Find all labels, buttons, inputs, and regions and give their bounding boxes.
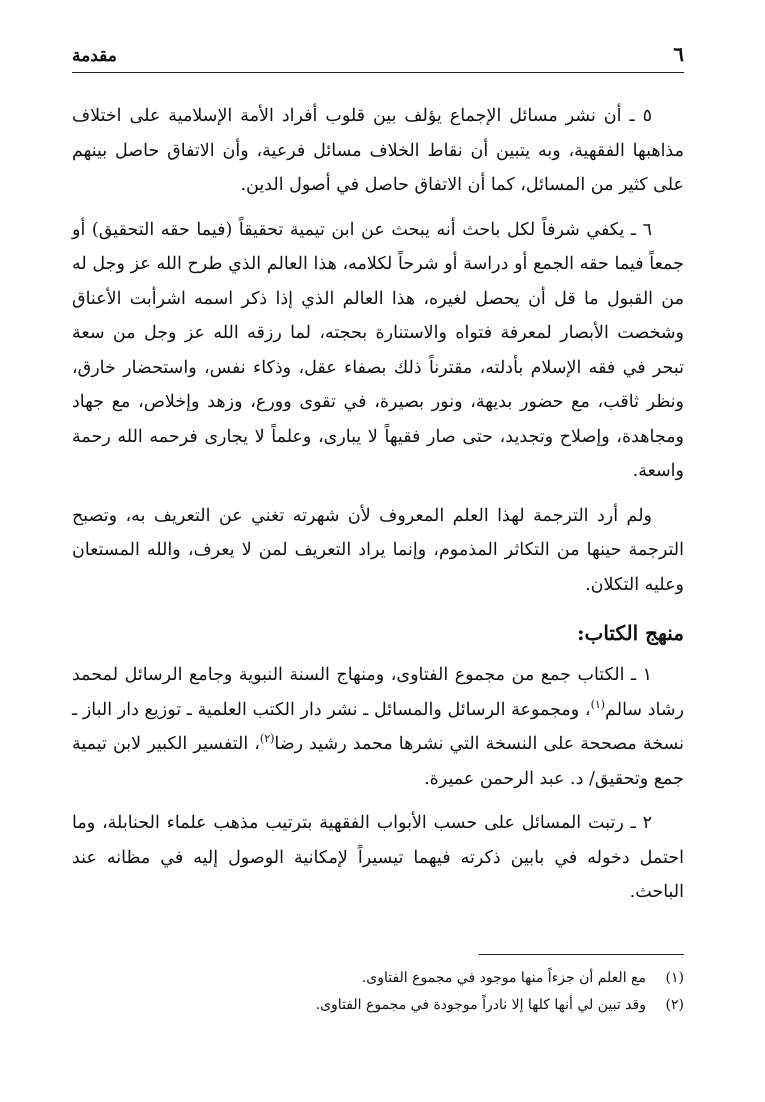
method-item-1-part-a: ١ ـ الكتاب جمع من مجموع الفتاوى، ومنهاج السنة النبوية وجامع الرسائل لمحمد رشاد سالم xyxy=(72,665,684,720)
footnote-divider xyxy=(479,954,684,955)
footnote-number: (٢) xyxy=(665,997,684,1013)
method-item-1-part-b: ، ومجموعة الرسائل والمسائل ـ نشر دار الكتب العلمية ـ توزيع دار الباز ـ نسخة مصححة على النسخة التي نشرها محمد رشيد رضا xyxy=(72,699,684,754)
method-item-1-part-c: ، التفسير الكبير لابن تيمية جمع وتحقيق/ د. عبد الرحمن عميرة. xyxy=(72,734,684,789)
footnotes xyxy=(72,954,684,1019)
footnote-text: مع العلم أن جزءاً منها موجود في مجموع الفتاوى. xyxy=(361,970,646,986)
footnote-ref-2[interactable]: (٢) xyxy=(259,732,275,746)
method-item-1 xyxy=(72,658,684,796)
page-header xyxy=(72,36,684,73)
method-item-2: ٢ ـ رتبت المسائل على حسب الأبواب الفقهية بترتيب مذهب علماء الحنابلة، وما احتمل دخوله في بابين ذكرته فيهما تيسيراً لإمكانية الوصول إليه في مظانه عند الباحث. xyxy=(72,813,684,902)
footnote-2 xyxy=(72,992,684,1019)
paragraph-point-5: ٥ ـ أن نشر مسائل الإجماع يؤلف بين قلوب أفراد الأمة الإسلامية على اختلاف مذاهبها الفقهية، وبه يتبين أن نقاط الخلاف مسائل فرعية، وأن الاتفاق حاصل بينهم على كثير من المسائل، كما أن الاتفاق حاصل في أصول الدين. xyxy=(72,106,684,195)
footnote-ref-1[interactable]: (١) xyxy=(590,697,606,711)
running-title: مقدمة xyxy=(72,46,117,66)
paragraph-biography-note: ولم أرد الترجمة لهذا العلم المعروف لأن شهرته تغني عن التعريف به، وتصبح الترجمة حينها من التكاثر المذموم، وإنما يراد التعريف لمن لا يعرف، والله المستعان وعليه التكلان. xyxy=(72,505,684,595)
page-body xyxy=(72,99,684,910)
footnote-text: وقد تبين لي أنها كلها إلا نادراً موجودة في مجموع الفتاوى. xyxy=(315,997,646,1013)
section-heading: منهج الكتاب: xyxy=(577,621,684,645)
page-number: ٦ xyxy=(673,42,684,66)
footnote-1 xyxy=(72,965,684,992)
book-page xyxy=(72,36,684,1076)
footnote-number: (١) xyxy=(665,970,684,986)
paragraph-point-6: ٦ ـ يكفي شرفاً لكل باحث أنه يبحث عن ابن تيمية تحقيقاً (فيما حقه التحقيق) أو جمعاً فيما حقه الجمع أو دراسة أو شرحاً لكلامه، هذا العالم الذي طرح الله عز وجل له من القبول ما قل أن يحصل لغيره، هذا العالم الذي إذا ذكر اسمه اشرأبت الأعناق وشخصت الأبصار لمعرفة فتواه والاستنارة بحجته، لما رزقه الله عز وجل من سعة تبحر في فقه الإسلام بأدلته، مقترناً ذلك بصفاء عقل، وذكاء نفس، واستحضار خارق، ونظر ثاقب، مع حضور بديهة، ونور بصيرة، في تقوى وورع، وزهد وإخلاص، مع جهاد ومجاهدة، وإصلاح وتجديد، حتى صار فقيهاً لا يبارى، وعلماً لا يجارى فرحمه الله رحمة واسعة. xyxy=(72,219,684,481)
